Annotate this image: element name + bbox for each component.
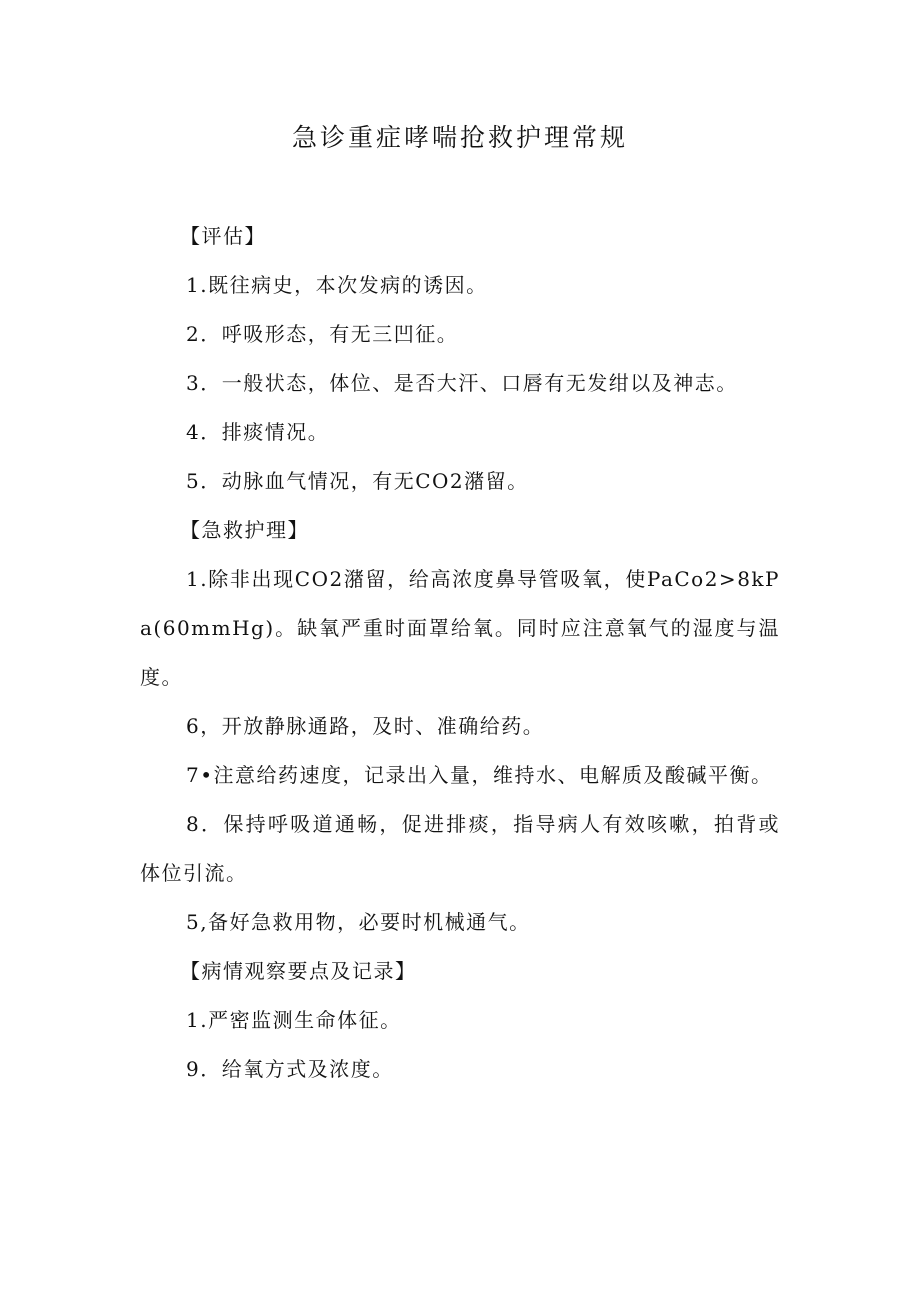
paragraph: 1.既往病史，本次发病的诱因。 [186,273,488,297]
paragraph: 4．排痰情况。 [186,420,330,444]
paragraph: 1.严密监测生命体征。 [186,1008,402,1032]
paragraph: 5．动脉血气情况，有无CO2潴留。 [186,469,529,493]
paragraph: 8．保持呼吸道通畅，促进排痰，指导病人有效咳嗽，拍背或体位引流。 [140,812,780,885]
paragraph: 2．呼吸形态，有无三凹征。 [186,322,459,346]
section-heading-assessment: 【评估】 [180,224,266,248]
paragraph: 9．给氧方式及浓度。 [186,1057,394,1081]
paragraph: 6，开放静脉通路，及时、准确给药。 [186,714,545,738]
paragraph: 5,备好急救用物，必要时机械通气。 [186,910,531,934]
paragraph: 7•注意给药速度，记录出入量，维持水、电解质及酸碱平衡。 [186,763,773,787]
section-heading-observation: 【病情观察要点及记录】 [180,959,417,983]
paragraph: 3．一般状态，体位、是否大汗、口唇有无发绀以及神志。 [186,371,738,395]
document-title: 急诊重症哮喘抢救护理常规 [291,123,628,152]
document-body [140,212,780,1094]
section-heading-emergency-care: 【急救护理】 [180,518,309,542]
paragraph: 1.除非出现CO2潴留，给高浓度鼻导管吸氧，使PaCo2>8kPa(60mmHg)。缺氧严重时面罩给氧。同时应注意氧气的湿度与温度。 [140,567,780,689]
